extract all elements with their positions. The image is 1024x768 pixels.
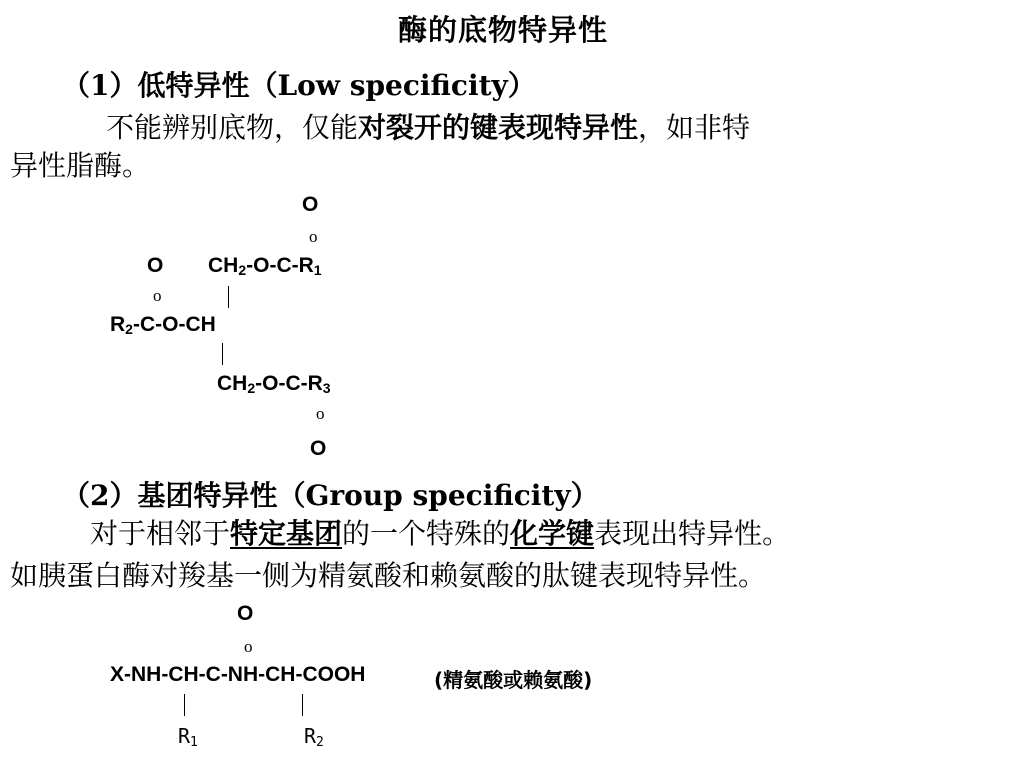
section1-heading: （1）低特异性（Low specificity） [62,69,536,102]
peptide-chain: X-NH-CH-C-NH-CH-COOH [110,663,366,686]
amino-acid-note: (精氨酸或赖氨酸) [434,668,593,692]
section1-line1-prefix: 不能辨别底物，仅能 [106,111,359,144]
chemical-bond-term: 化学键 [510,517,595,550]
section1-line2: 异性脂酶。 [10,149,151,182]
peptide-carbonyl-o: O [237,602,254,625]
specific-group-term: 特定基团 [230,517,343,550]
section2-line1 [90,512,790,552]
bond-line-top [228,286,229,308]
r1-label: $R_1$ [178,724,198,750]
section2-line2: 如胰蛋白酶对羧基一侧为精氨酸和赖氨酸的肽键表现特异性。 [10,559,767,592]
r2-label: $R_2$ [304,724,324,750]
section2-heading: （2）基团特异性（Group specificity） [62,479,599,512]
r1-bond-line [184,694,185,716]
r2-ester-group: $R_2-C-O-CH$ [110,313,216,337]
section1-line1 [106,106,750,146]
section2-line1-b: 的一个特殊的 [342,517,511,550]
ch2-bottom-group: $CH_2-O-C-R_3$ [217,372,331,396]
page-title: 酶的底物特异性 [397,13,608,47]
bond-line-bottom [222,343,223,365]
section1-line1-suffix: ，如非特 [638,111,751,144]
carbonyl-o-bottom: O [310,437,327,460]
carbonyl-o-top: O [302,193,319,216]
double-bond-mark-bottom: o [316,404,325,423]
section1-line1-bold: 对裂开的键表现特异性 [358,111,639,144]
section2-line1-a: 对于相邻于 [90,517,231,550]
r2-bond-line [302,694,303,716]
double-bond-mark-top: o [309,227,318,246]
ch2-top-group: $CH_2-O-C-R_1$ [208,254,322,278]
section2-line1-c: 表现出特异性。 [594,517,791,550]
double-bond-mark-left: o [153,286,162,305]
carbonyl-o-left: O [147,254,164,277]
peptide-double-bond-mark: o [244,637,253,656]
